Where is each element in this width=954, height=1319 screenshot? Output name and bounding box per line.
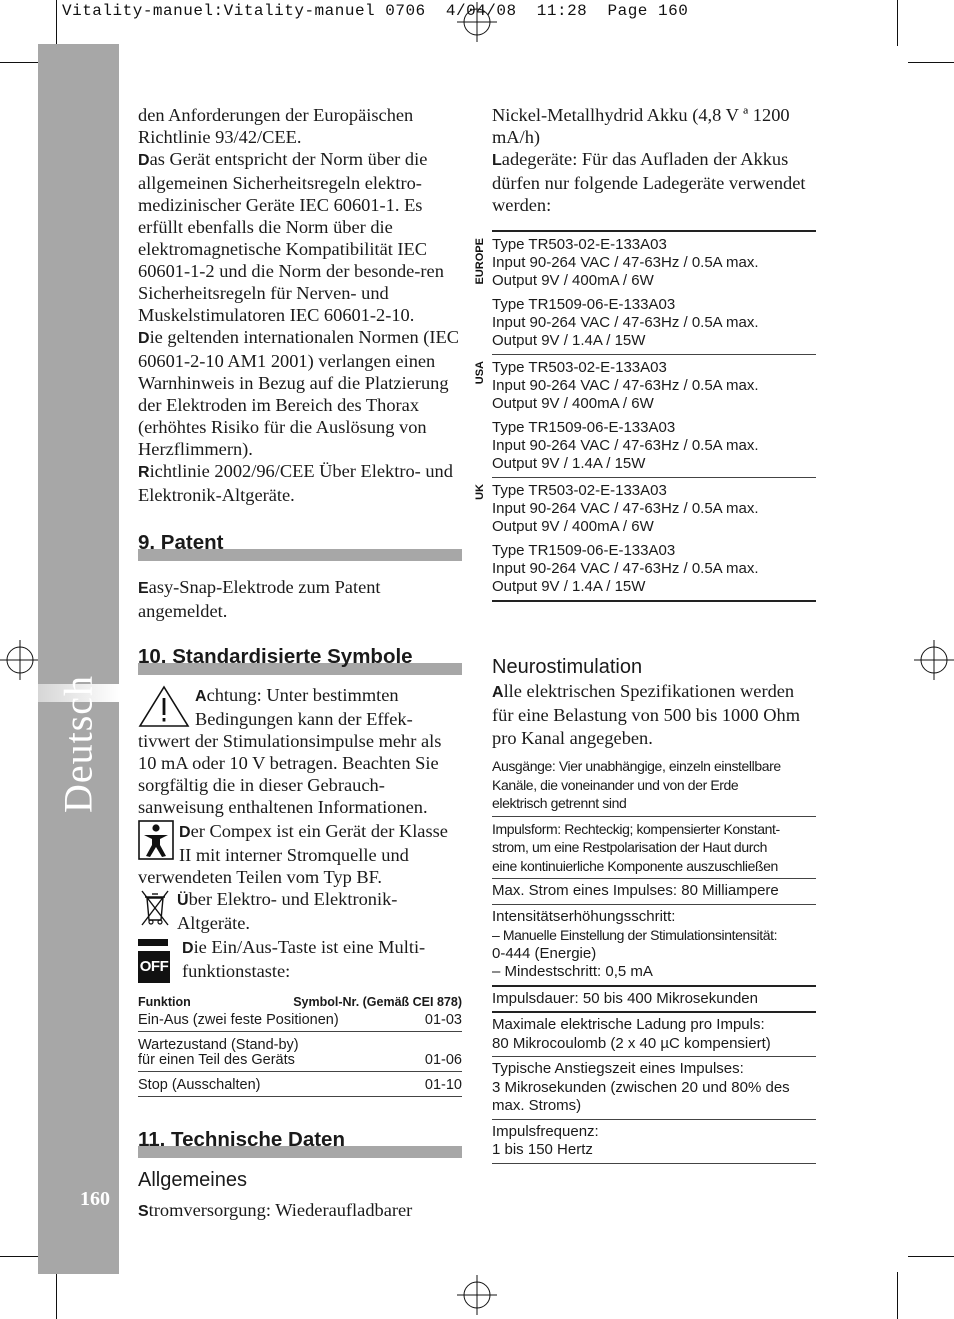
drop-cap: D (138, 330, 150, 347)
spec-row: Impulsfrequenz: 1 bis 150 Hertz (492, 1120, 816, 1164)
charger-entry: Type TR503-02-E-133A03 Input 90-264 VAC / 47-63Hz / 0.5A max. Output 9V / 400mA / 6W (492, 482, 759, 535)
subheading-neurostimulation: Neurostimulation (492, 656, 643, 678)
region-label: UK (474, 484, 486, 500)
charger-table (474, 230, 816, 602)
registration-mark-icon (914, 640, 954, 680)
drop-cap: Ü (177, 892, 189, 909)
drop-cap: A (195, 688, 207, 705)
crossed-out-bin-icon (138, 888, 172, 928)
subheading-general: Allgemeines (138, 1169, 247, 1191)
left-column (138, 104, 462, 1223)
region-label: EUROPE (474, 238, 486, 285)
drop-cap: L (492, 152, 502, 169)
drop-cap: D (138, 152, 150, 169)
spec-row: Maximale elektrische Ladung pro Impuls: 80 Mikrocoulomb (2 x 40 µC kompensiert) (492, 1013, 816, 1057)
off-button-icon: OFF (138, 951, 170, 983)
crop-mark (56, 0, 57, 46)
spec-row: Max. Strom eines Impulses: 80 Milliampere (492, 879, 816, 905)
paragraph-text: adegeräte: Für das Aufladen der Akkus dürfen nur folgende Ladegeräte verwendet werden: (492, 149, 806, 215)
registration-mark-icon (457, 1275, 497, 1315)
paragraph-text: er Compex ist ein Gerät der Klasse II mit interner Stromquelle und verwendeten Teilen vom Typ BF. (138, 821, 448, 887)
registration-mark-icon (457, 2, 497, 42)
spec-row: Intensitätserhöhungsschritt: – Manuelle Einstellung der Stimulationsintensität: 0-444 (Energie) – Mindestschritt: 0,5 mA (492, 905, 816, 987)
section-heading-patent: 9. Patent (138, 530, 462, 556)
paragraph-text: asy-Snap-Elektrode zum Patent angemeldet. (138, 577, 381, 621)
weee-paragraph (138, 888, 462, 934)
paragraph-text: ichtlinie 2002/96/CEE Über Elektro- und Elektronik-Altgeräte. (138, 461, 453, 505)
crop-mark (897, 1272, 898, 1319)
paragraph-text: tromversorgung: Wiederaufladbarer (148, 1200, 413, 1220)
symbol-number: 01-03 (424, 1012, 462, 1028)
region-uk (474, 478, 816, 600)
section-heading-technical-data: 11. Technische Daten (138, 1127, 462, 1153)
paragraph: den Anforderungen der Europäischen Richtlinie 93/42/CEE. (138, 105, 414, 147)
page-number: 160 (80, 1188, 110, 1210)
drop-cap: D (182, 940, 194, 957)
language-sidebar (38, 44, 119, 1274)
standby-bar-icon (138, 939, 168, 946)
paragraph: Nickel-Metallhydrid Akku (4,8 V ª 1200 mA/h) (492, 105, 790, 147)
spec-row: Impulsdauer: 50 bis 400 Mikrosekunden (492, 987, 816, 1014)
crop-mark (56, 1272, 57, 1319)
drop-cap: R (138, 464, 150, 481)
paragraph-text: ie geltenden internationalen Normen (IEC 60601-2-10 AM1 2001) verlangen einen Warnhinweis in Bezug auf die Platzierung der Elektroden im Bereich des Thorax (erhöhtes Risiko für die Auslösung von Herzflimmern). (138, 327, 460, 459)
paragraph-text: lle elektrischen Spezifikationen werden für eine Belastung von 500 bis 1000 Ohm pro Kanal angegeben. (492, 681, 801, 748)
paragraph-text: ie Ein/Aus-Taste ist eine Multi-funktionstaste: (182, 937, 426, 981)
crop-mark (908, 62, 954, 63)
table-row: Wartezustand (Stand-by) für einen Teil des Geräts 01-06 (138, 1032, 462, 1072)
onoff-paragraph (138, 936, 462, 983)
drop-cap: E (138, 580, 149, 597)
paragraph (138, 1199, 462, 1223)
section-heading-symbols: 10. Standardisierte Symbole (138, 644, 462, 670)
bf-body-symbol-icon (138, 820, 174, 860)
column-header: Funktion (138, 995, 191, 1009)
charger-entry: Type TR1509-06-E-133A03 Input 90-264 VAC / 47-63Hz / 0.5A max. Output 9V / 1.4A / 15W (492, 542, 759, 595)
neurostimulation-section (492, 654, 816, 1164)
crop-mark (897, 0, 898, 46)
column-header: Symbol-Nr. (Gemäß CEI 878) (293, 995, 462, 1009)
registration-mark-icon (0, 640, 40, 680)
symbol-table (138, 995, 462, 1097)
charger-entry: Type TR1509-06-E-133A03 Input 90-264 VAC / 47-63Hz / 0.5A max. Output 9V / 1.4A / 15W (492, 296, 759, 349)
charger-entry: Type TR1509-06-E-133A03 Input 90-264 VAC / 47-63Hz / 0.5A max. Output 9V / 1.4A / 15W (492, 419, 759, 472)
symbol-table-header (138, 995, 462, 1012)
symbol-number: 01-06 (424, 1052, 462, 1068)
paragraph-text: chtung: Unter bestimmten Bedingungen kann der Effek-tivwert der Stimulationsimpulse mehr als 10 mA oder 10 V betragen. Beachten Sie sorgfältig die in dieser Gebrauch-sanweisung enthaltenen Informationen. (138, 685, 442, 817)
crop-mark (908, 1256, 954, 1257)
paragraph (492, 680, 816, 750)
region-label: USA (474, 361, 486, 385)
charger-entry: Type TR503-02-E-133A03 Input 90-264 VAC / 47-63Hz / 0.5A max. Output 9V / 400mA / 6W (492, 236, 759, 289)
warning-triangle-icon (138, 684, 190, 728)
charger-entry: Type TR503-02-E-133A03 Input 90-264 VAC / 47-63Hz / 0.5A max. Output 9V / 400mA / 6W (492, 359, 759, 412)
spec-row: Ausgänge: Vier unabhängige, einzeln einstellbare Kanäle, die voneinander und von der Erde elektrisch getrennt sind (492, 754, 816, 817)
class-paragraph (138, 820, 462, 888)
paragraph (492, 148, 816, 216)
table-row: Stop (Ausschalten) 01-10 (138, 1072, 462, 1097)
right-column (492, 104, 816, 216)
spec-row: Impulsform: Rechteckig; kompensierter Konstant- strom, um eine Restpolarisation der Haut durch eine kontinuierliche Komponente auszuschließen (492, 817, 816, 880)
drop-cap: A (492, 684, 504, 701)
warning-paragraph (138, 684, 462, 818)
language-tab-label: Deutsch (55, 674, 101, 814)
paragraph-text: ber Elektro- und Elektronik-Altgeräte. (177, 889, 398, 933)
print-slug: Vitality-manuel:Vitality-manuel 0706 4/04/08 11:28 Page 160 (62, 2, 689, 20)
paragraph-text: as Gerät entspricht der Norm über die allgemeinen Sicherheitsregeln elektro-medizinischer Geräte IEC 60601-1. Es erfüllt ebenfalls die Norm über die elektromagnetische Kompatibilität IEC 60601-1-2 und die Norm der besonde-ren Sicherheitsregeln für Nerven- und Muskelstimulatoren IEC 60601-2-10. (138, 149, 444, 325)
region-usa (474, 355, 816, 478)
paragraph (138, 460, 462, 506)
symbol-number: 01-10 (424, 1077, 462, 1093)
drop-cap: S (138, 1203, 149, 1220)
drop-cap: D (179, 824, 191, 841)
region-europe (474, 232, 816, 355)
paragraph (138, 576, 462, 622)
paragraph (138, 148, 462, 326)
paragraph (138, 326, 462, 460)
spec-list (492, 754, 816, 1164)
table-row: Ein-Aus (zwei feste Positionen) 01-03 (138, 1012, 462, 1032)
spec-row: Typische Anstiegszeit eines Impulses: 3 Mikrosekunden (zwischen 20 und 80% des max. Stroms) (492, 1057, 816, 1120)
